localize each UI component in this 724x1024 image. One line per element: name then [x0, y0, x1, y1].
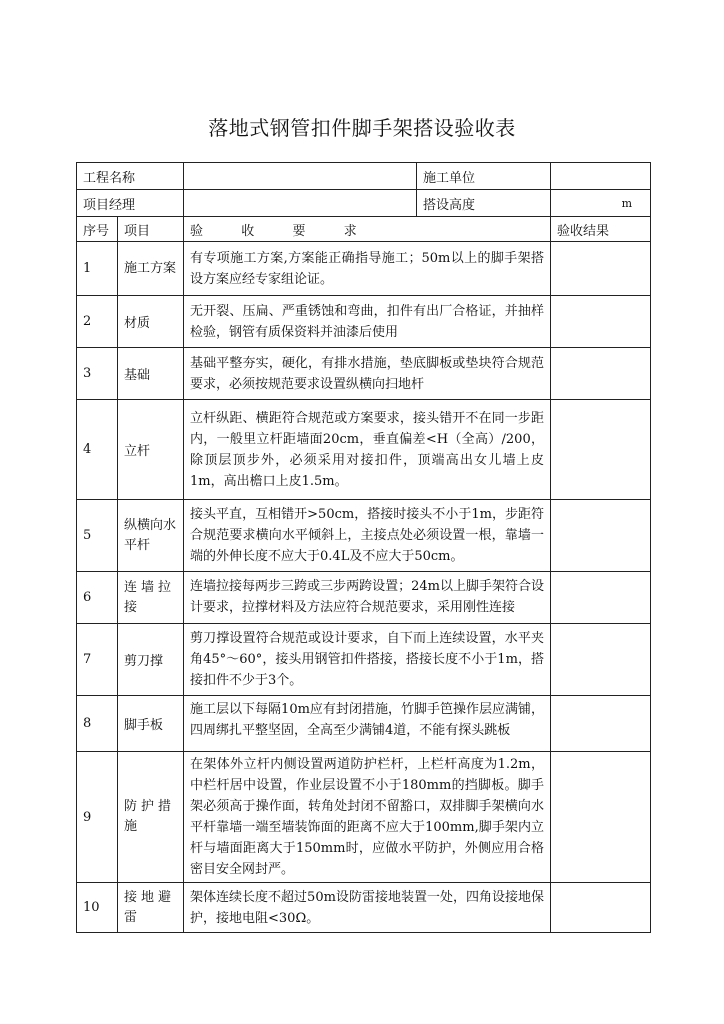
table-row: [77, 696, 651, 752]
header-row-project: [77, 163, 651, 190]
row-result[interactable]: [551, 883, 651, 933]
row-result[interactable]: [551, 572, 651, 624]
row-requirement: [184, 696, 551, 752]
height-unit: m: [621, 196, 633, 210]
table-row: [77, 883, 651, 933]
row-no: 3: [77, 348, 118, 400]
row-result[interactable]: [551, 500, 651, 572]
row-no: 5: [77, 500, 118, 572]
table-row: [77, 400, 651, 500]
col-requirement: 验 收 要 求: [184, 217, 551, 242]
table-row: [77, 348, 651, 400]
row-requirement: 立杆纵距、横距符合规范或方案要求，接头错开不在同一步距内，一般里立杆距墙面20cm，垂直偏差<H（全高）/200，除顶层顶步外，必须采用对接扣件，顶端高出女儿墙上皮1m，高出檐口上皮1.5m。: [184, 400, 551, 500]
row-no: 2: [77, 296, 118, 348]
table-row: [77, 572, 651, 624]
row-no: 9: [77, 752, 118, 883]
page-title: 落地式钢管扣件脚手架搭设验收表: [208, 116, 516, 140]
col-result: 验收结果: [551, 217, 651, 242]
table-row: [77, 500, 651, 572]
row-result[interactable]: [551, 696, 651, 752]
row-item: 连墙拉接: [118, 572, 184, 624]
project-name-label: 工程名称: [77, 163, 184, 190]
inspection-table: [76, 162, 651, 933]
col-item: 项目: [118, 217, 184, 242]
row-requirement: 基础平整夯实，硬化，有排水措施，垫底脚板或垫块符合规范要求，必须按规范要求设置纵横向扫地杆: [184, 348, 551, 400]
row-result[interactable]: [551, 752, 651, 883]
row-no: 7: [77, 624, 118, 696]
row-result[interactable]: [551, 296, 651, 348]
row-no: 6: [77, 572, 118, 624]
row-item: 材质: [118, 296, 184, 348]
row-item: 脚手板: [118, 696, 184, 752]
row-result[interactable]: [551, 400, 651, 500]
height-field[interactable]: [551, 190, 651, 217]
height-label: 搭设高度: [417, 190, 551, 217]
header-row-manager: [77, 190, 651, 217]
requirement-text: 连墙拉接每两步三跨或三步两跨设置；24m以上脚手架符合设计要求，拉撑材料及方法应符合规范要求，采用刚性连接: [190, 578, 545, 615]
row-item: 剪刀撑: [118, 624, 184, 696]
column-header-row: [77, 217, 651, 242]
row-item: 接地避雷: [118, 883, 184, 933]
manager-label: 项目经理: [77, 190, 184, 217]
table-row: [77, 296, 651, 348]
row-result[interactable]: [551, 242, 651, 296]
row-item: 防护措施: [118, 752, 184, 883]
row-requirement: 无开裂、压扁、严重锈蚀和弯曲，扣件有出厂合格证，并抽样检验，钢管有质保资料并油漆后使用: [184, 296, 551, 348]
row-no: 1: [77, 242, 118, 296]
row-item: 立杆: [118, 400, 184, 500]
manager-field[interactable]: [184, 190, 417, 217]
table-row: [77, 624, 651, 696]
project-name-field[interactable]: [184, 163, 417, 190]
row-no: 8: [77, 696, 118, 752]
row-item: 纵横向水平杆: [118, 500, 184, 572]
row-item: 施工方案: [118, 242, 184, 296]
row-requirement: [184, 572, 551, 624]
row-item: 基础: [118, 348, 184, 400]
col-no: 序号: [77, 217, 118, 242]
construction-unit-field[interactable]: [551, 163, 651, 190]
row-requirement: 剪刀撑设置符合规范或设计要求，自下而上连续设置，水平夹角45°～60°，接头用钢管扣件搭接，搭接长度不小于1m，搭接扣件不少于3个。: [184, 624, 551, 696]
row-result[interactable]: [551, 624, 651, 696]
row-result[interactable]: [551, 348, 651, 400]
table-row: [77, 752, 651, 883]
construction-unit-label: 施工单位: [417, 163, 551, 190]
requirement-text: 施工层以下每隔10m应有封闭措施，竹脚手笆操作层应满铺，四周绑扎平整坚固，全高至少满铺4道，不能有探头跳板: [190, 701, 545, 738]
row-requirement: 有专项施工方案,方案能正确指导施工；50m以上的脚手架搭设方案应经专家组论证。: [184, 242, 551, 296]
row-requirement: 接头平直，互相错开>50cm，搭接时接头不小于1m，步距符合规范要求横向水平倾斜上，主接点处必须设置一根，靠墙一端的外伸长度不应大于0.4L及不应大于50cm。: [184, 500, 551, 572]
table-row: [77, 242, 651, 296]
row-no: 4: [77, 400, 118, 500]
row-requirement: 架体连续长度不超过50m设防雷接地装置一处，四角设接地保护，接地电阻<30Ω。: [184, 883, 551, 933]
row-requirement: 在架体外立杆内侧设置两道防护栏杆，上栏杆高度为1.2m，中栏杆居中设置，作业层设置不小于180mm的挡脚板。脚手架必须高于操作面，转角处封闭不留豁口，双排脚手架横向水平杆靠墙一端至墙装饰面的距离不应大于100mm,脚手架内立杆与墙面距离大于150mm时，应做水平防护，外侧应用合格密目安全网封严。: [184, 752, 551, 883]
row-no: 10: [77, 883, 118, 933]
